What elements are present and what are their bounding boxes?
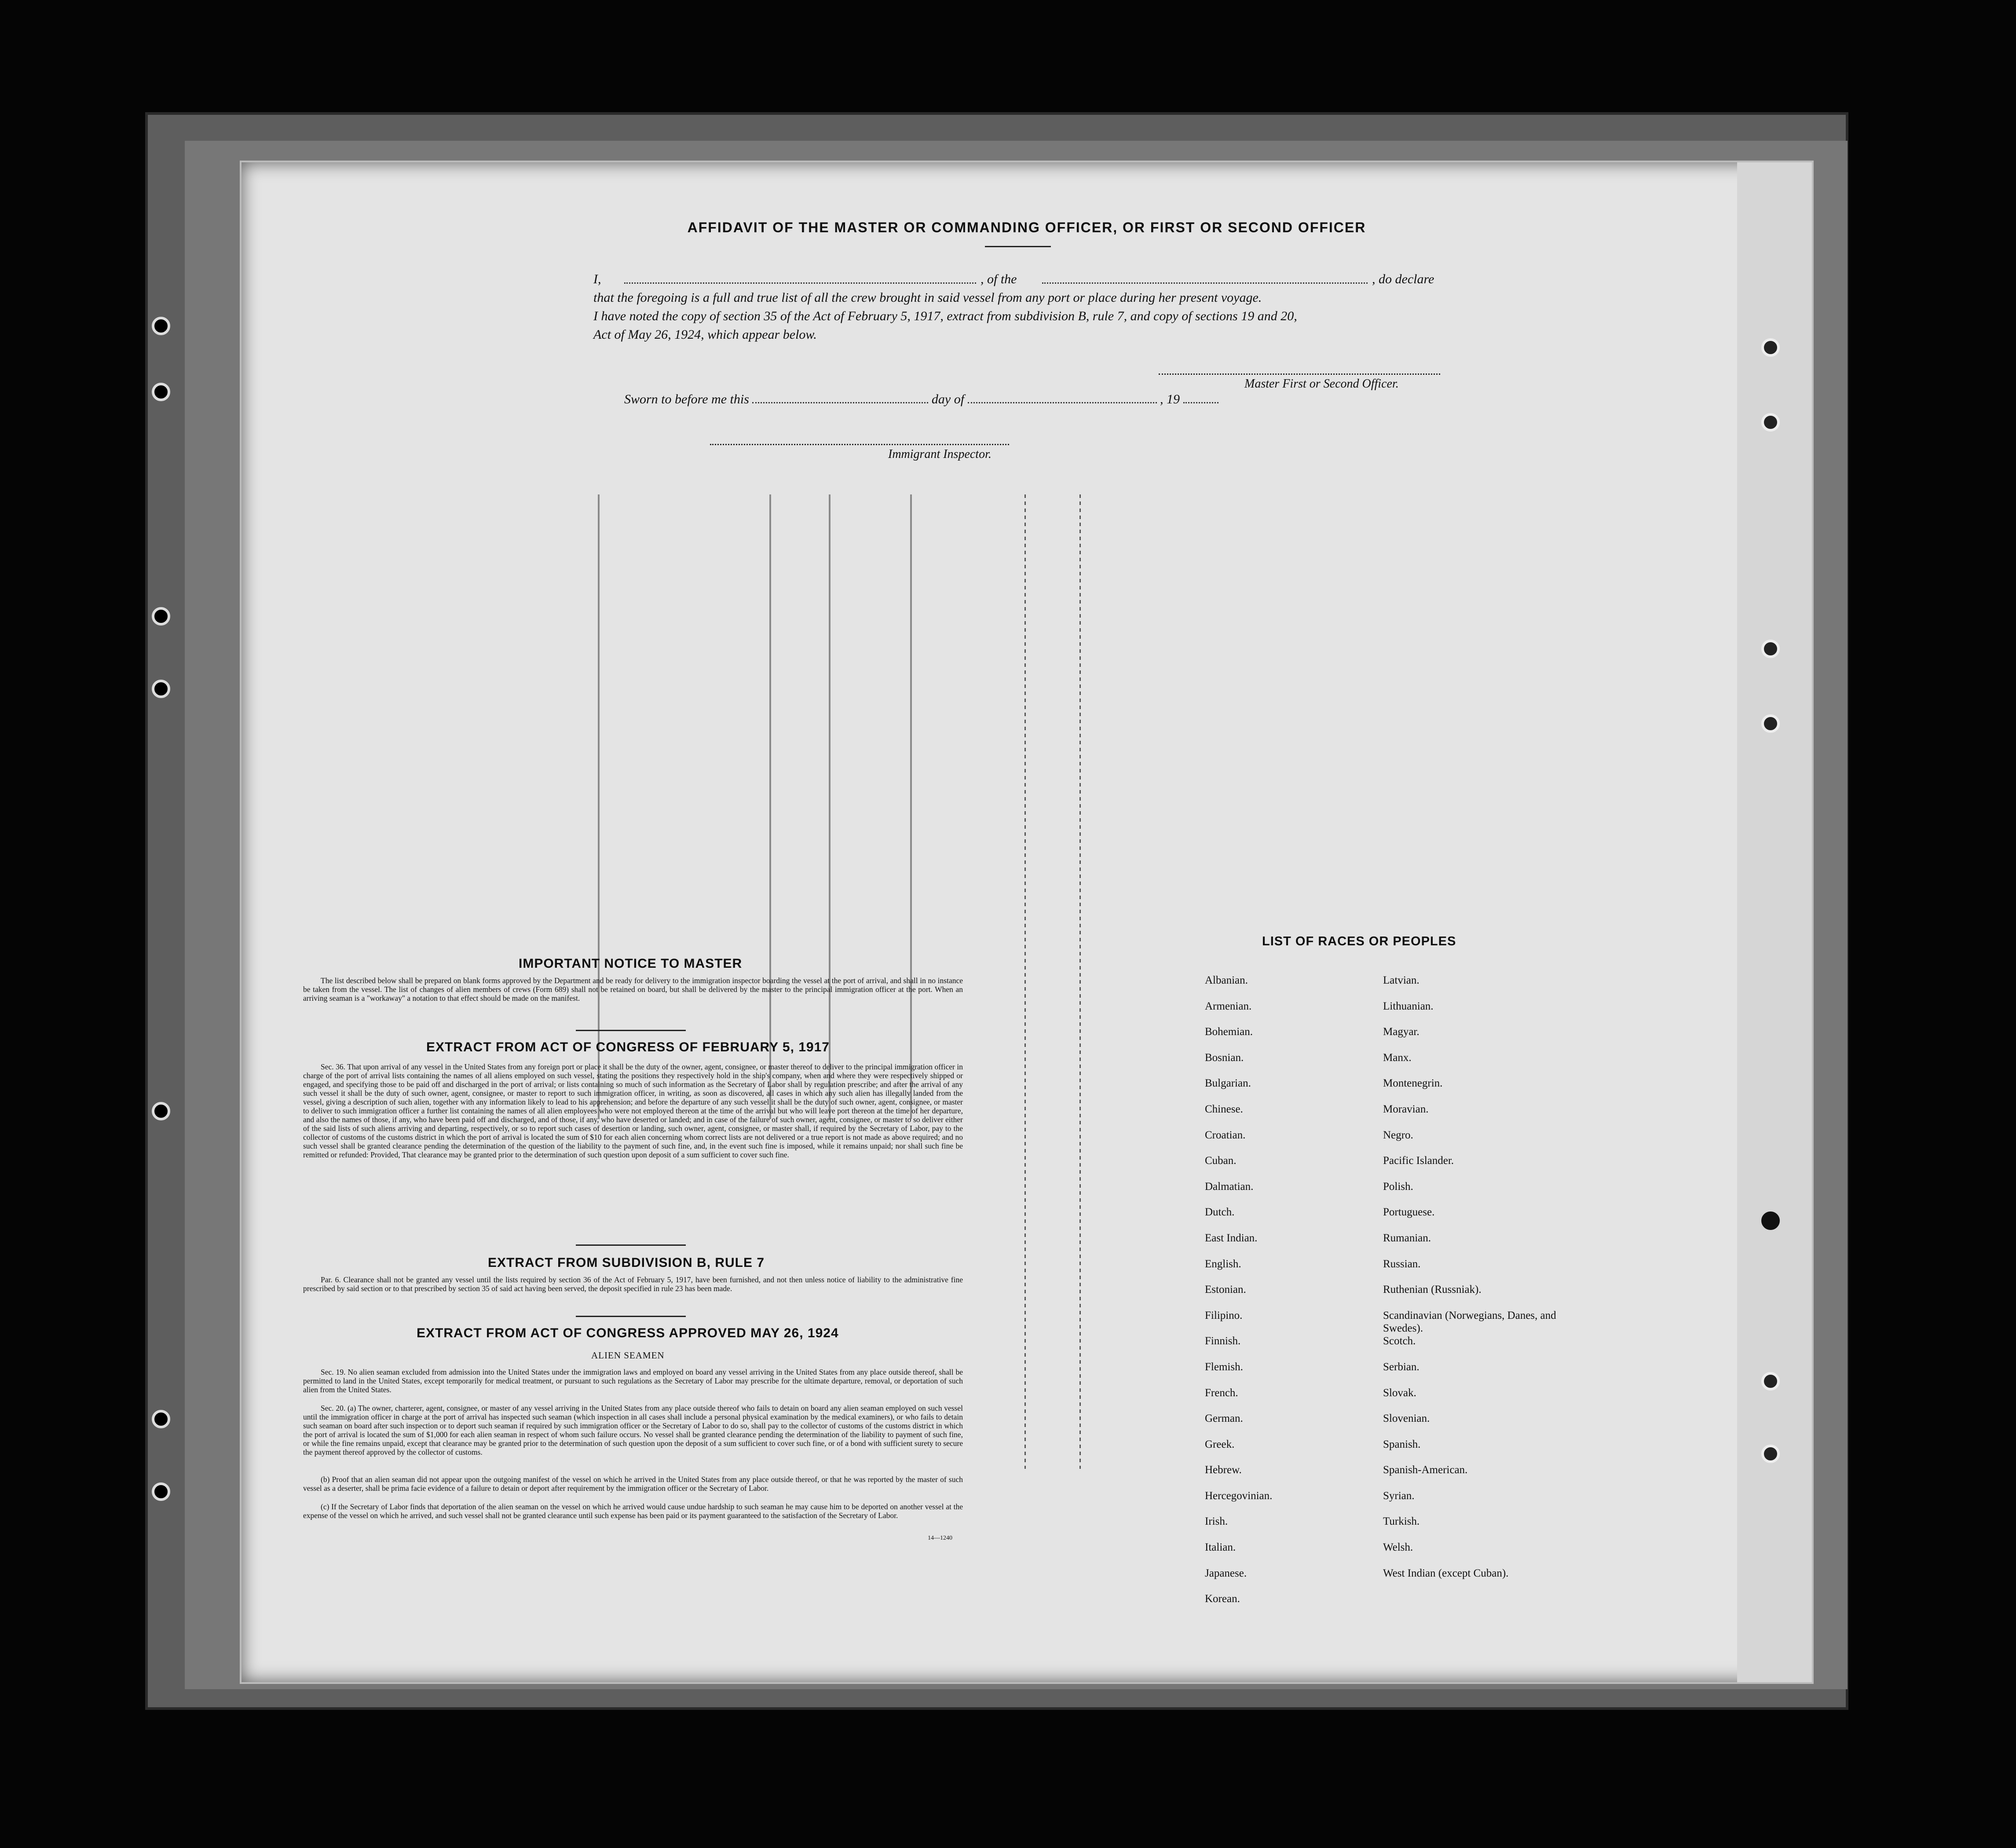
- affidavit-do-declare: , do declare: [1372, 272, 1434, 286]
- race-item: Polish.: [1383, 1180, 1413, 1193]
- race-item: Chinese.: [1205, 1103, 1243, 1115]
- affidavit-title: AFFIDAVIT OF THE MASTER OR COMMANDING OFFICER, OR FIRST OR SECOND OFFICER: [687, 220, 1366, 235]
- column-rule: [598, 494, 600, 1119]
- column-rule-dashed: [1024, 494, 1026, 1469]
- race-item: Russian.: [1383, 1258, 1421, 1270]
- sec19-text: Sec. 19. No alien seaman excluded from admission into the United States under the immigration laws and employed on board any vessel arriving in the United States from any place outside thereof, shall be permitted to land in the United States, except temporarily for medical treatment, or pursuant to such regulations as the Secretary of Labor may prescribe for the ultimate departure, removal, or deportation of such alien from the United States.: [303, 1368, 963, 1394]
- race-item: Negro.: [1383, 1129, 1413, 1141]
- race-item: Korean.: [1205, 1593, 1240, 1605]
- race-item: Slovenian.: [1383, 1413, 1430, 1425]
- column-rule-dashed: [1079, 494, 1081, 1469]
- year-blank: [1183, 402, 1218, 403]
- sec20b-text: (b) Proof that an alien seaman did not appear upon the outgoing manifest of the vessel on which he arrived in the United States from any place outside thereof, or that he was reported by the master of such vessel as a deserter, shall be prima facie evidence of a failure to detain or deport after requirement by the immigration officer or the Secretary of Labor.: [303, 1475, 963, 1493]
- binder-hole: [1761, 413, 1780, 432]
- races-right-column: [1383, 974, 1568, 1592]
- rule7-title: EXTRACT FROM SUBDIVISION B, RULE 7: [488, 1255, 765, 1270]
- race-item: Moravian.: [1383, 1103, 1429, 1115]
- binder-hole: [152, 680, 170, 698]
- binder-hole: [1761, 338, 1780, 357]
- races-left-column: [1205, 974, 1272, 1618]
- race-item: Scandinavian (Norwegians, Danes, and Swedes).: [1383, 1309, 1556, 1334]
- notice-text: The list described below shall be prepared on blank forms approved by the Department and be ready for delivery to the immigration inspector boarding the vessel at the port of arrival, and shall in no instance be taken from the vessel. The list of changes of alien members of crews (Form 689) shall not be retained on board, but shall be delivered by the master to the principal immigration officer at the port. When an arriving seaman is a "workaway" a notation to that effect should be made on the manifest.: [303, 976, 963, 1003]
- race-item: Armenian.: [1205, 1000, 1252, 1012]
- race-item: Spanish.: [1383, 1438, 1421, 1450]
- binder-hole: [152, 383, 170, 401]
- race-item: Filipino.: [1205, 1309, 1243, 1321]
- race-item: Rumanian.: [1383, 1232, 1431, 1244]
- race-item: Pacific Islander.: [1383, 1155, 1454, 1167]
- master-signature-label: Master First or Second Officer.: [1244, 377, 1399, 391]
- race-item: German.: [1205, 1413, 1243, 1425]
- race-item: Montenegrin.: [1383, 1077, 1443, 1090]
- affidavit-body: [593, 270, 1561, 344]
- column-rule: [910, 494, 912, 1119]
- binder-hole: [152, 1482, 170, 1501]
- affidavit-line-3: I have noted the copy of section 35 of the Act of February 5, 1917, extract from subdivision B, rule 7, and copy of sections 19 and 20,: [593, 309, 1297, 323]
- race-item: Portuguese.: [1383, 1206, 1435, 1219]
- vessel-blank: [1042, 282, 1368, 284]
- binder-hole: [152, 607, 170, 626]
- sec20c-text: (c) If the Secretary of Labor finds that deportation of the alien seaman on the vessel on which he arrived would cause undue hardship to such seaman he may cause him to be deported on another vessel at the expense of the vessel on which he arrived, and such vessel shall not be granted clearance until such expense has been paid or its payment guaranteed to the satisfaction of the Secretary of Labor.: [303, 1502, 963, 1520]
- race-item: French.: [1205, 1387, 1238, 1399]
- column-rule: [829, 494, 831, 1119]
- affidavit-line-4: Act of May 26, 1924, which appear below.: [593, 327, 817, 342]
- master-signature-line: [1159, 373, 1440, 375]
- affidavit-line-2: that the foregoing is a full and true list of all the crew brought in said vessel from any port or place during her present voyage.: [593, 290, 1262, 305]
- race-item: West Indian (except Cuban).: [1383, 1567, 1509, 1579]
- form-number: 14—1240: [928, 1535, 952, 1541]
- extract-1924-title: EXTRACT FROM ACT OF CONGRESS APPROVED MAY 26, 1924: [417, 1326, 839, 1340]
- race-item: Croatian.: [1205, 1129, 1246, 1141]
- sworn-text: Sworn to before me this: [624, 392, 749, 406]
- binder-hole: [152, 317, 170, 335]
- binder-hole: [152, 1410, 170, 1428]
- race-item: Lithuanian.: [1383, 1000, 1434, 1012]
- race-item: Spanish-American.: [1383, 1464, 1468, 1476]
- race-item: Latvian.: [1383, 974, 1420, 986]
- section-divider: [576, 1316, 686, 1317]
- binder-hole: [1761, 1372, 1780, 1391]
- race-item: Greek.: [1205, 1438, 1235, 1450]
- race-item: Italian.: [1205, 1541, 1236, 1554]
- race-item: Welsh.: [1383, 1541, 1413, 1554]
- race-item: Finnish.: [1205, 1335, 1241, 1347]
- race-item: Magyar.: [1383, 1026, 1420, 1038]
- race-item: Flemish.: [1205, 1361, 1243, 1373]
- document-page: [240, 161, 1814, 1684]
- race-item: East Indian.: [1205, 1232, 1258, 1244]
- year-prefix: , 19: [1160, 392, 1180, 406]
- race-item: English.: [1205, 1258, 1241, 1270]
- day-blank: [752, 402, 928, 403]
- race-item: Irish.: [1205, 1515, 1228, 1528]
- title-divider: [985, 246, 1051, 247]
- race-item: Albanian.: [1205, 974, 1248, 986]
- race-item: Dalmatian.: [1205, 1180, 1254, 1193]
- extract-1917-text: Sec. 36. That upon arrival of any vessel in the United States from any foreign port or place it shall be the duty of the owner, agent, consignee, or master thereof to deliver to the principal immigration officer in charge of the port of arrival lists containing the names of all aliens employed on such vessel, stating the positions they respectively hold in the ship's company, when and where they were respectively shipped or engaged, and specifying those to be paid off and discharged in the port of arrival; or lists containing so much of such information as the Secretary of Labor shall by regulation prescribe; and after the arrival of any such vessel it shall be the duty of such owner, agent, consignee, or master to report to such immigration officer, in writing, as soon as discovered, all cases in which any such alien has illegally landed from the vessel, giving a description of such alien, together with any information likely to lead to his apprehension; and before the departure of any such vessel it shall be the duty of such owner, agent, consignee, or master to deliver to such immigration officer a further list containing the names of all alien employees who were not employed thereon at the time of the arrival but who will leave port thereon at the time of her departure, and also the names of those, if any, who have been paid off and discharged, and of those, if any, who have deserted or landed; and in case of the failure of such owner, agent, consignee, or master to so deliver either of the said lists of such aliens arriving and departing, respectively, or so to report such cases of desertion or landing, such owner, agent, consignee, or master shall, if required by the Secretary of Labor, pay to the collector of customs of the customs district in which the port of arrival is located the sum of $10 for each alien concerning whom correct lists are not delivered or a true report is not made as above required; and no such vessel shall be granted clearance pending the determination of the question of the liability to the payment of such fine, and, in the event such fine is imposed, while it remains unpaid; nor shall such fine be remitted or refunded: Provided, That clearance may be granted prior to the determination of such question upon deposit of a sum sufficient to cover such fine.: [303, 1062, 963, 1159]
- race-item: Hebrew.: [1205, 1464, 1242, 1476]
- section-divider: [576, 1030, 686, 1031]
- race-item: Ruthenian (Russniak).: [1383, 1284, 1482, 1296]
- race-item: Turkish.: [1383, 1515, 1420, 1528]
- race-item: Serbian.: [1383, 1361, 1420, 1373]
- sec20a-text: Sec. 20. (a) The owner, charterer, agent, consignee, or master of any vessel arriving in the United States from any place outside thereof who fails to detain on board any alien seaman employed on such vessel until the immigration officer in charge at the port of arrival has inspected such seaman (which inspection in all cases shall include a personal physical examination by the medical examiners), or who fails to detain such seaman on board after such inspection or to deport such seaman if required by such immigration officer or the Secretary of Labor to do so, shall pay to the collector of customs of the customs district in which the port of arrival is located the sum of $1,000 for each alien seaman in respect of whom such failure occurs. No vessel shall be granted clearance pending the determination of the liability to payment of such fine, or while the fine remains unpaid, except that clearance may be granted prior to the determination of such question upon the deposit of a sum sufficient to cover such fine, or of a bond with sufficient surety to secure the payment thereof approved by the collector of customs.: [303, 1404, 963, 1456]
- race-item: Bohemian.: [1205, 1026, 1253, 1038]
- name-blank: [624, 282, 976, 284]
- race-item: Dutch.: [1205, 1206, 1235, 1219]
- affidavit-line-1: [593, 270, 1561, 289]
- binder-hole: [1761, 640, 1780, 658]
- sworn-line: [624, 392, 1218, 407]
- race-item: Syrian.: [1383, 1489, 1415, 1502]
- alien-seamen-subtitle: ALIEN SEAMEN: [591, 1350, 665, 1361]
- affidavit-of-the: , of the: [981, 272, 1017, 286]
- affidavit-i: I,: [593, 272, 601, 286]
- binder-hole: [1761, 1445, 1780, 1463]
- race-item: Japanese.: [1205, 1567, 1247, 1579]
- binder-hole: [1761, 714, 1780, 733]
- column-rule: [769, 494, 771, 1119]
- inspector-signature-line: [710, 444, 1009, 445]
- race-item: Manx.: [1383, 1051, 1412, 1064]
- binder-hole: [152, 1102, 170, 1120]
- binder-hole: [1761, 1211, 1780, 1230]
- race-item: Hercegovinian.: [1205, 1489, 1273, 1502]
- race-item: Bosnian.: [1205, 1051, 1244, 1064]
- day-of-text: day of: [931, 392, 965, 406]
- inspector-signature-label: Immigrant Inspector.: [888, 447, 992, 461]
- race-item: Slovak.: [1383, 1387, 1416, 1399]
- extract-1917-title: EXTRACT FROM ACT OF CONGRESS OF FEBRUARY 5, 1917: [426, 1040, 830, 1054]
- rule7-text: Par. 6. Clearance shall not be granted any vessel until the lists required by section 36 of the Act of February 5, 1917, have been furnished, and not then unless notice of liability to the administrative fine prescribed by said section or to that prescribed by section 35 of said act having been served, the deposit specified in rule 23 has been made.: [303, 1275, 963, 1293]
- race-item: Cuban.: [1205, 1155, 1237, 1167]
- notice-title: IMPORTANT NOTICE TO MASTER: [519, 956, 743, 971]
- race-item: Estonian.: [1205, 1284, 1246, 1296]
- race-item: Scotch.: [1383, 1335, 1416, 1347]
- month-blank: [968, 402, 1157, 403]
- races-title: LIST OF RACES OR PEOPLES: [1262, 934, 1456, 948]
- section-divider: [576, 1244, 686, 1246]
- race-item: Bulgarian.: [1205, 1077, 1251, 1090]
